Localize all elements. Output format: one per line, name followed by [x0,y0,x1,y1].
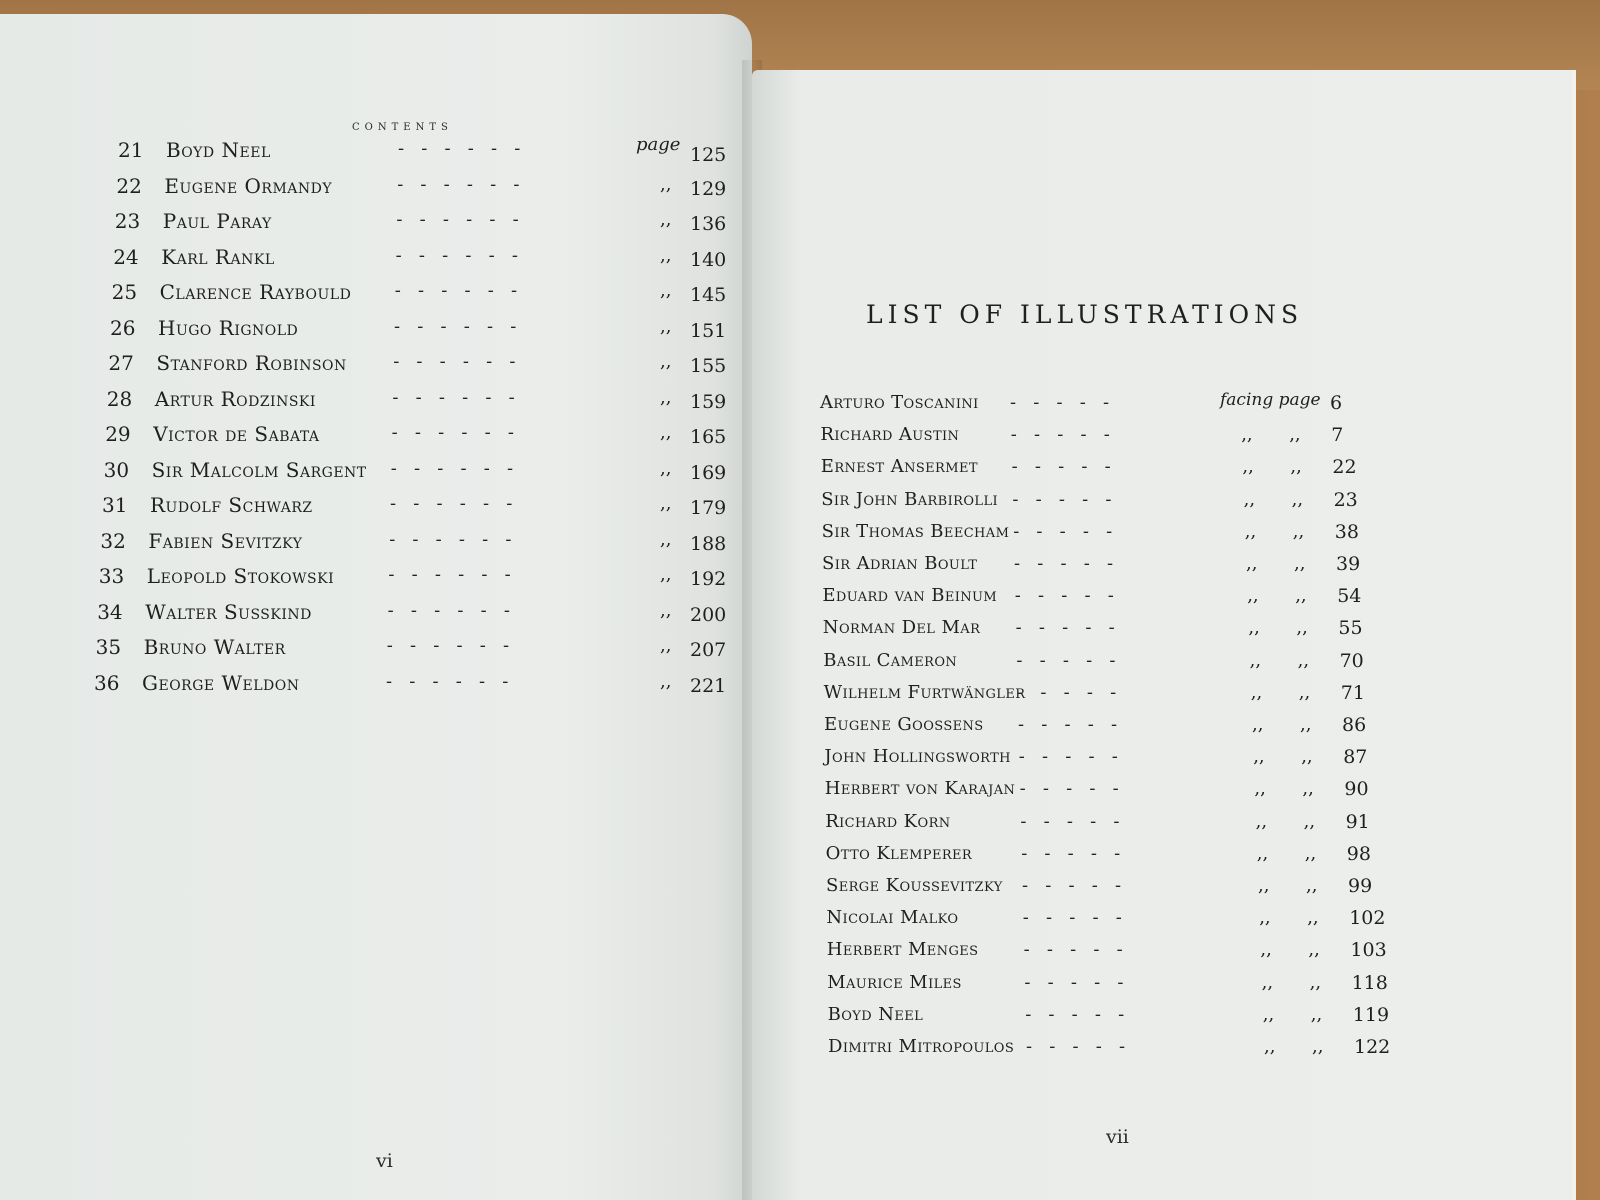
contents-row-name: Artur Rodzinski [154,386,316,411]
ditto-mark: ,, [1241,424,1253,446]
dash-leader: - - - - - [1014,585,1114,607]
contents-heading: contents [352,118,453,134]
dash-leader: - - - - - - [390,493,513,514]
dash-leader: - - - - - [1012,488,1112,510]
contents-row-name: Rudolf Schwarz [150,493,313,517]
illustration-page: 23 [1333,488,1358,511]
ditto-mark: ,, [660,244,672,266]
ditto-mark: ,, [1300,714,1312,735]
dash-leader: - - - - - [1024,971,1124,993]
dash-leader: - - - - - - [386,670,509,692]
dash-leader: - - - - - [1025,1003,1125,1025]
ditto-mark: ,, [1294,553,1306,574]
illustration-name: Dimitri Mitropoulos [828,1036,1015,1057]
contents-row-number: 31 [102,493,128,517]
dash-leader: - - - - - [1016,649,1116,671]
dash-leader: - - - - - - [388,564,511,585]
ditto-mark: ,, [1306,875,1318,896]
ditto-mark: ,, [1248,617,1260,639]
dash-leader: - - - - - [1013,520,1113,542]
ditto-mark: ,, [660,280,672,301]
contents-row-page: 159 [690,390,727,413]
contents-row-name: Boyd Neel [166,138,271,162]
illustration-page: 70 [1339,649,1364,672]
illustration-page: 86 [1342,714,1367,736]
left-page [0,14,752,1200]
ditto-mark: ,, [660,493,672,514]
illustration-name: Sir John Barbirolli [821,488,999,510]
illustration-page: 102 [1349,907,1386,930]
illustration-name: Eduard van Beinum [822,585,998,607]
dash-leader: - - - - - [1015,617,1115,639]
ditto-mark: ,, [1301,746,1313,768]
right-folio: vii [1106,1126,1129,1148]
dash-leader: - - - - - [1017,681,1117,703]
contents-row-page: 136 [690,213,727,235]
ditto-mark: ,, [1310,1003,1323,1025]
contents-row-name: Bruno Walter [143,635,286,659]
illustration-name: John Hollingsworth [824,746,1011,768]
illustration-name: Ernest Ansermet [820,456,978,478]
ditto-mark: ,, [1256,842,1269,864]
illustration-page: 90 [1344,778,1369,801]
illustration-page: 98 [1346,842,1371,865]
illustration-name: Norman Del Mar [822,617,981,639]
left-folio: vi [376,1150,393,1172]
ditto-mark: ,, [1253,746,1265,768]
illustration-name: Sir Thomas Beecham [821,520,1010,542]
illustration-page: 99 [1348,875,1373,897]
ditto-mark: ,, [1252,714,1264,735]
contents-row-name: Sir Malcolm Sargent [151,457,367,482]
ditto-mark: ,, [1243,488,1256,510]
ditto-mark: ,, [1295,585,1307,607]
ditto-mark: ,, [1309,971,1322,993]
contents-row-page: 155 [690,355,727,377]
ditto-mark: ,, [1255,810,1268,832]
ditto-mark: ,, [1291,488,1304,510]
ditto-mark: ,, [660,528,672,550]
contents-row-name: Fabien Sevitzky [148,528,303,553]
dash-leader: - - - - - [1020,810,1120,832]
illustration-page: 71 [1340,681,1365,704]
ditto-mark: ,, [660,635,672,656]
contents-row-number: 25 [111,280,138,304]
contents-row-number: 29 [105,422,131,446]
ditto-mark: ,, [1303,810,1316,832]
contents-row-page: 169 [690,461,727,484]
ditto-mark: ,, [1292,520,1305,542]
illustrations-title: LIST OF ILLUSTRATIONS [866,300,1304,329]
contents-row-number: 28 [106,386,133,411]
illustration-name: Wilhelm Furtwängler [823,681,1026,703]
contents-row-number: 32 [100,528,126,553]
illustration-page: 38 [1334,520,1359,543]
illustration-page: 91 [1345,810,1370,833]
contents-row-page: 145 [690,284,727,306]
dash-leader: - - - - - - [397,173,520,195]
ditto-mark: ,, [660,599,672,621]
dash-leader: - - - - - [1026,1036,1126,1057]
illustration-name: Arturo Toscanini [820,392,979,413]
ditto-mark: ,, [660,386,672,408]
dash-leader: - - - - - - [389,528,512,550]
illustration-page: 54 [1337,585,1362,608]
dash-leader: - - - - - - [396,209,519,230]
ditto-mark: ,, [1289,424,1301,446]
contents-row-page: 151 [690,319,727,342]
dash-leader: - - - - - - [398,138,521,159]
contents-row-number: 21 [118,138,144,162]
contents-row-number: 23 [114,209,141,233]
contents-row-name: George Weldon [142,670,300,695]
ditto-mark: ,, [1308,939,1320,961]
ditto-mark: ,, [1244,520,1257,542]
ditto-mark: ,, [660,209,672,230]
dash-leader: - - - - - - [391,422,514,443]
ditto-mark: ,, [1247,585,1259,607]
dash-leader: - - - - - - [392,386,515,408]
contents-row-number: 24 [113,244,139,269]
ditto-mark: ,, [1242,456,1254,478]
illustration-name: Richard Austin [820,424,960,446]
contents-row-page: 221 [690,674,727,697]
dash-leader: - - - - - - [386,635,510,656]
contents-row-name: Hugo Rignold [158,315,299,340]
ditto-mark: ,, [1246,553,1258,574]
illustration-page: 118 [1351,971,1388,994]
facing-page-label: facing page [1220,390,1321,410]
ditto-mark: ,, [1298,681,1311,703]
ditto-mark: ,, [660,457,672,479]
ditto-mark: ,, [660,315,672,337]
dash-leader: - - - - - - [390,457,514,479]
illustration-name: Otto Klemperer [825,842,973,864]
ditto-mark: ,, [1296,617,1308,639]
contents-row-number: 33 [98,564,125,588]
dash-leader: - - - - - [1014,553,1114,574]
ditto-mark: ,, [1260,939,1272,961]
illustration-page: 103 [1350,939,1387,962]
contents-row-page: 200 [690,603,727,626]
contents-row-number: 34 [97,599,123,624]
contents-row-name: Leopold Stokowski [146,564,335,588]
contents-row-number: 26 [110,315,136,340]
page-label: page [636,134,681,155]
contents-row-number: 36 [94,670,120,695]
ditto-mark: ,, [660,173,672,195]
ditto-mark: ,, [1259,907,1271,929]
ditto-mark: ,, [660,670,672,692]
contents-row-name: Walter Susskind [145,599,312,624]
ditto-mark: ,, [1312,1036,1324,1057]
contents-row-page: 192 [690,568,727,590]
ditto-mark: ,, [1297,649,1310,671]
illustration-page: 87 [1343,746,1368,769]
contents-row-page: 165 [690,426,727,448]
ditto-mark: ,, [1307,907,1319,929]
dash-leader: - - - - - - [387,599,510,621]
contents-row-name: Stanford Robinson [156,351,347,375]
ditto-mark: ,, [1290,456,1302,478]
contents-row-name: Paul Paray [162,209,272,233]
contents-row-name: Victor de Sabata [153,422,320,446]
dash-leader: - - - - - [1011,456,1111,478]
ditto-mark: ,, [1254,778,1266,800]
illustration-page: 119 [1352,1003,1390,1026]
ditto-mark: ,, [1302,778,1314,800]
contents-row-number: 27 [108,351,134,375]
illustration-name: Sir Adrian Boult [822,553,978,574]
illustration-name: Herbert von Karajan [824,778,1016,800]
contents-row-page: 188 [690,532,727,555]
ditto-mark: ,, [1258,875,1270,896]
contents-row-name: Karl Rankl [161,244,275,269]
contents-row-number: 22 [116,173,142,198]
dash-leader: - - - - - - [394,315,517,337]
contents-row-name: Eugene Ormandy [164,173,333,198]
illustration-page: 122 [1354,1036,1391,1058]
ditto-mark: ,, [660,351,672,372]
ditto-mark: ,, [660,422,672,443]
dash-leader: - - - - - - [393,351,516,372]
illustration-name: Boyd Neel [827,1003,924,1025]
dash-leader: - - - - - [1010,424,1110,446]
illustration-page: 6 [1330,392,1343,414]
illustration-name: Richard Korn [825,810,951,832]
contents-row-page: 207 [690,639,727,661]
dash-leader: - - - - - [1022,907,1122,929]
dash-leader: - - - - - [1019,778,1119,800]
ditto-mark: ,, [660,564,672,585]
contents-row-number: 30 [103,457,130,482]
contents-row-page: 125 [690,144,727,166]
contents-row-name: Clarence Raybould [159,280,352,304]
contents-row-page: 129 [690,177,727,200]
illustration-page: 55 [1338,617,1363,640]
dash-leader: - - - - - - [395,244,518,266]
illustration-name: Basil Cameron [823,649,958,671]
contents-row-number: 35 [95,635,122,659]
ditto-mark: ,, [1250,681,1263,703]
dash-leader: - - - - - [1010,392,1110,413]
contents-row-page: 140 [690,248,727,271]
dash-leader: - - - - - [1022,875,1122,896]
illustration-name: Maurice Miles [827,971,962,993]
ditto-mark: ,, [1262,1003,1275,1025]
illustration-name: Herbert Menges [826,939,979,961]
illustration-name: Nicolai Malko [826,907,959,929]
ditto-mark: ,, [1304,842,1317,864]
right-page [752,70,1572,1200]
illustration-page: 39 [1336,553,1361,575]
illustration-page: 22 [1332,456,1357,479]
illustration-name: Serge Koussevitzky [826,875,1003,896]
ditto-mark: ,, [1264,1036,1276,1057]
contents-row-page: 179 [690,497,727,519]
dash-leader: - - - - - [1018,714,1118,735]
dash-leader: - - - - - [1023,939,1123,961]
dash-leader: - - - - - [1018,746,1118,768]
ditto-mark: ,, [1261,971,1274,993]
dash-leader: - - - - - [1021,842,1121,864]
dash-leader: - - - - - - [394,280,518,301]
ditto-mark: ,, [1249,649,1262,671]
illustration-page: 7 [1331,424,1344,447]
illustration-name: Eugene Goossens [824,714,984,735]
